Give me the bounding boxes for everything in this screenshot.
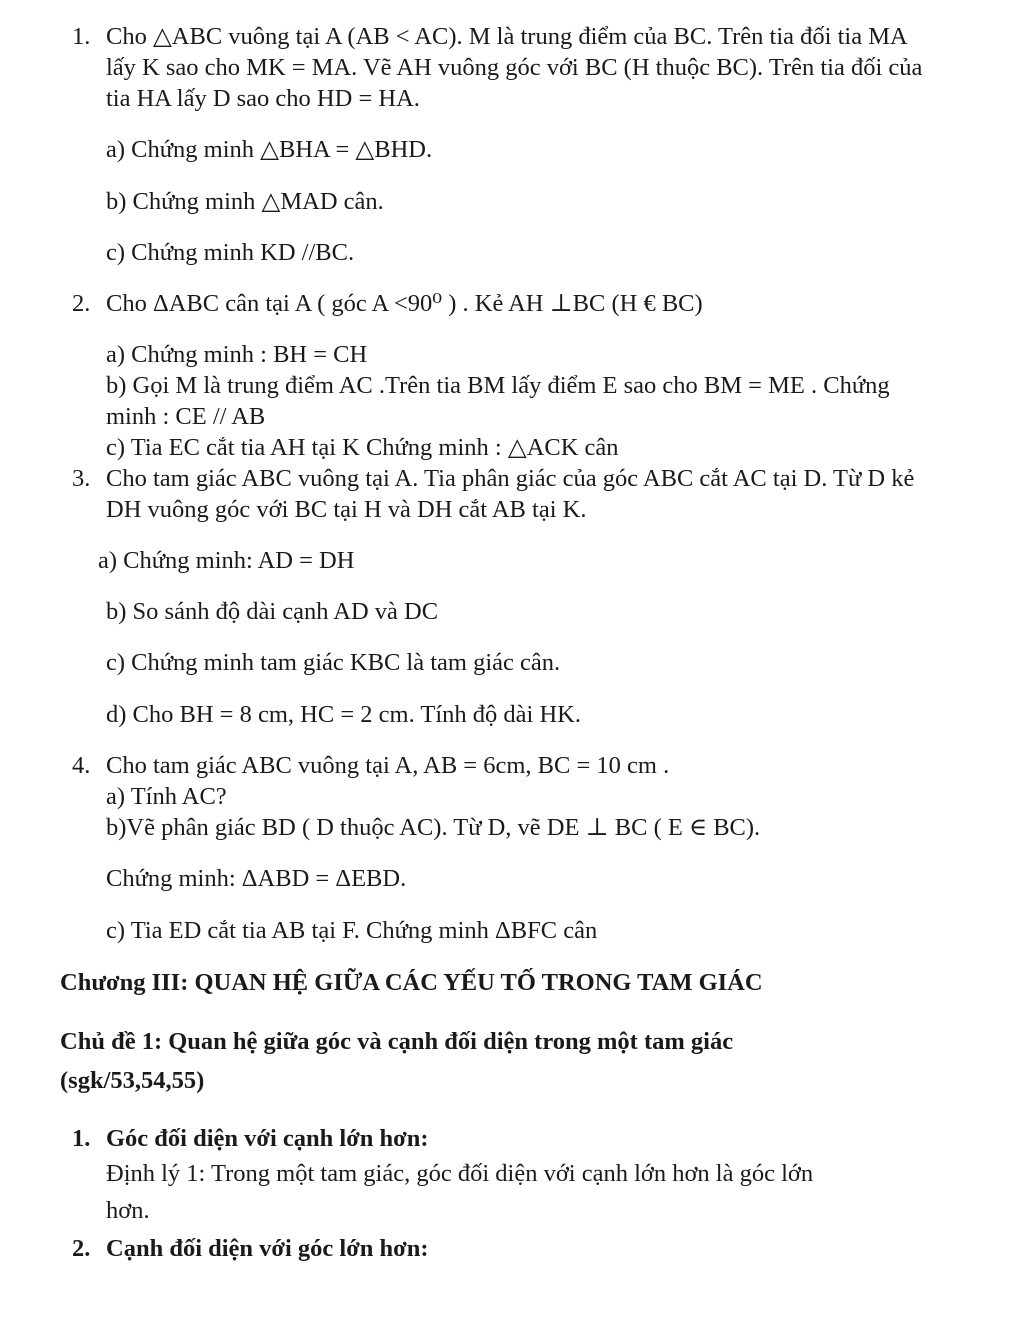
problem-2-part-c: c) Tia EC cắt tia AH tại K Chứng minh : △ACK cân [106, 434, 619, 461]
problem-4-part-a: a) Tính AC? [106, 783, 227, 810]
theory-item-2-title: Cạnh đối diện với góc lớn hơn: [106, 1235, 429, 1262]
problem-3-line-2: DH vuông góc với BC tại H và DH cắt AB tại K. [106, 496, 587, 523]
problem-2-part-b-line-1: b) Gọi M là trung điểm AC .Trên tia BM lấy điểm E sao cho BM = ME . Chứng [106, 372, 890, 399]
theorem-1-line-1: Định lý 1: Trong một tam giác, góc đối diện với cạnh lớn hơn là góc lớn [106, 1160, 814, 1187]
theory-item-2-number: 2. [72, 1235, 91, 1262]
theory-item-1-number: 1. [72, 1125, 91, 1152]
problem-3-part-d: d) Cho BH = 8 cm, HC = 2 cm. Tính độ dài HK. [106, 701, 581, 728]
chapter-title: Chương III: QUAN HỆ GIỮA CÁC YẾU TỐ TRONG TAM GIÁC [60, 969, 763, 996]
problem-1-part-b: b) Chứng minh △MAD cân. [106, 188, 384, 215]
topic-title-line-2: (sgk/53,54,55) [60, 1067, 205, 1094]
problem-3-part-b: b) So sánh độ dài cạnh AD và DC [106, 598, 439, 625]
problem-3-part-a: a) Chứng minh: AD = DH [98, 547, 355, 574]
problem-2-number: 2. [72, 290, 91, 317]
theorem-1-line-2: hơn. [106, 1197, 150, 1224]
problem-1-part-a: a) Chứng minh △BHA = △BHD. [106, 136, 433, 163]
problem-1-line-2: lấy K sao cho MK = MA. Vẽ AH vuông góc với BC (H thuộc BC). Trên tia đối của [106, 54, 923, 81]
problem-3-line-1: Cho tam giác ABC vuông tại A. Tia phân giác của góc ABC cắt AC tại D. Từ D kẻ [106, 465, 915, 492]
problem-4-part-b-proof: Chứng minh: ΔABD = ΔEBD. [106, 865, 407, 892]
theory-item-1-title: Góc đối diện với cạnh lớn hơn: [106, 1125, 429, 1152]
problem-4-part-b: b)Vẽ phân giác BD ( D thuộc AC). Từ D, vẽ DE ⊥ BC ( E ∈ BC). [106, 814, 761, 841]
problem-4-part-c: c) Tia ED cắt tia AB tại F. Chứng minh ΔBFC cân [106, 917, 598, 944]
problem-4-number: 4. [72, 752, 91, 779]
problem-3-part-c: c) Chứng minh tam giác KBC là tam giác cân. [106, 649, 561, 676]
topic-title-line-1: Chủ đề 1: Quan hệ giữa góc và cạnh đối diện trong một tam giác [60, 1028, 734, 1055]
problem-1-part-c: c) Chứng minh KD //BC. [106, 239, 355, 266]
problem-4-line: Cho tam giác ABC vuông tại A, AB = 6cm, BC = 10 cm . [106, 752, 670, 779]
problem-3-number: 3. [72, 465, 91, 492]
problem-1-line-1: Cho △ABC vuông tại A (AB < AC). M là trung điểm của BC. Trên tia đối tia MA [106, 23, 908, 50]
problem-2-part-a: a) Chứng minh : BH = CH [106, 341, 368, 368]
problem-2-line: Cho ΔABC cân tại A ( góc A <90⁰ ) . Kẻ AH ⊥BC (H € BC) [106, 290, 703, 317]
problem-2-part-b-line-2: minh : CE // AB [106, 403, 266, 430]
problem-1-line-3: tia HA lấy D sao cho HD = HA. [106, 85, 420, 112]
problem-1-number: 1. [72, 23, 91, 50]
